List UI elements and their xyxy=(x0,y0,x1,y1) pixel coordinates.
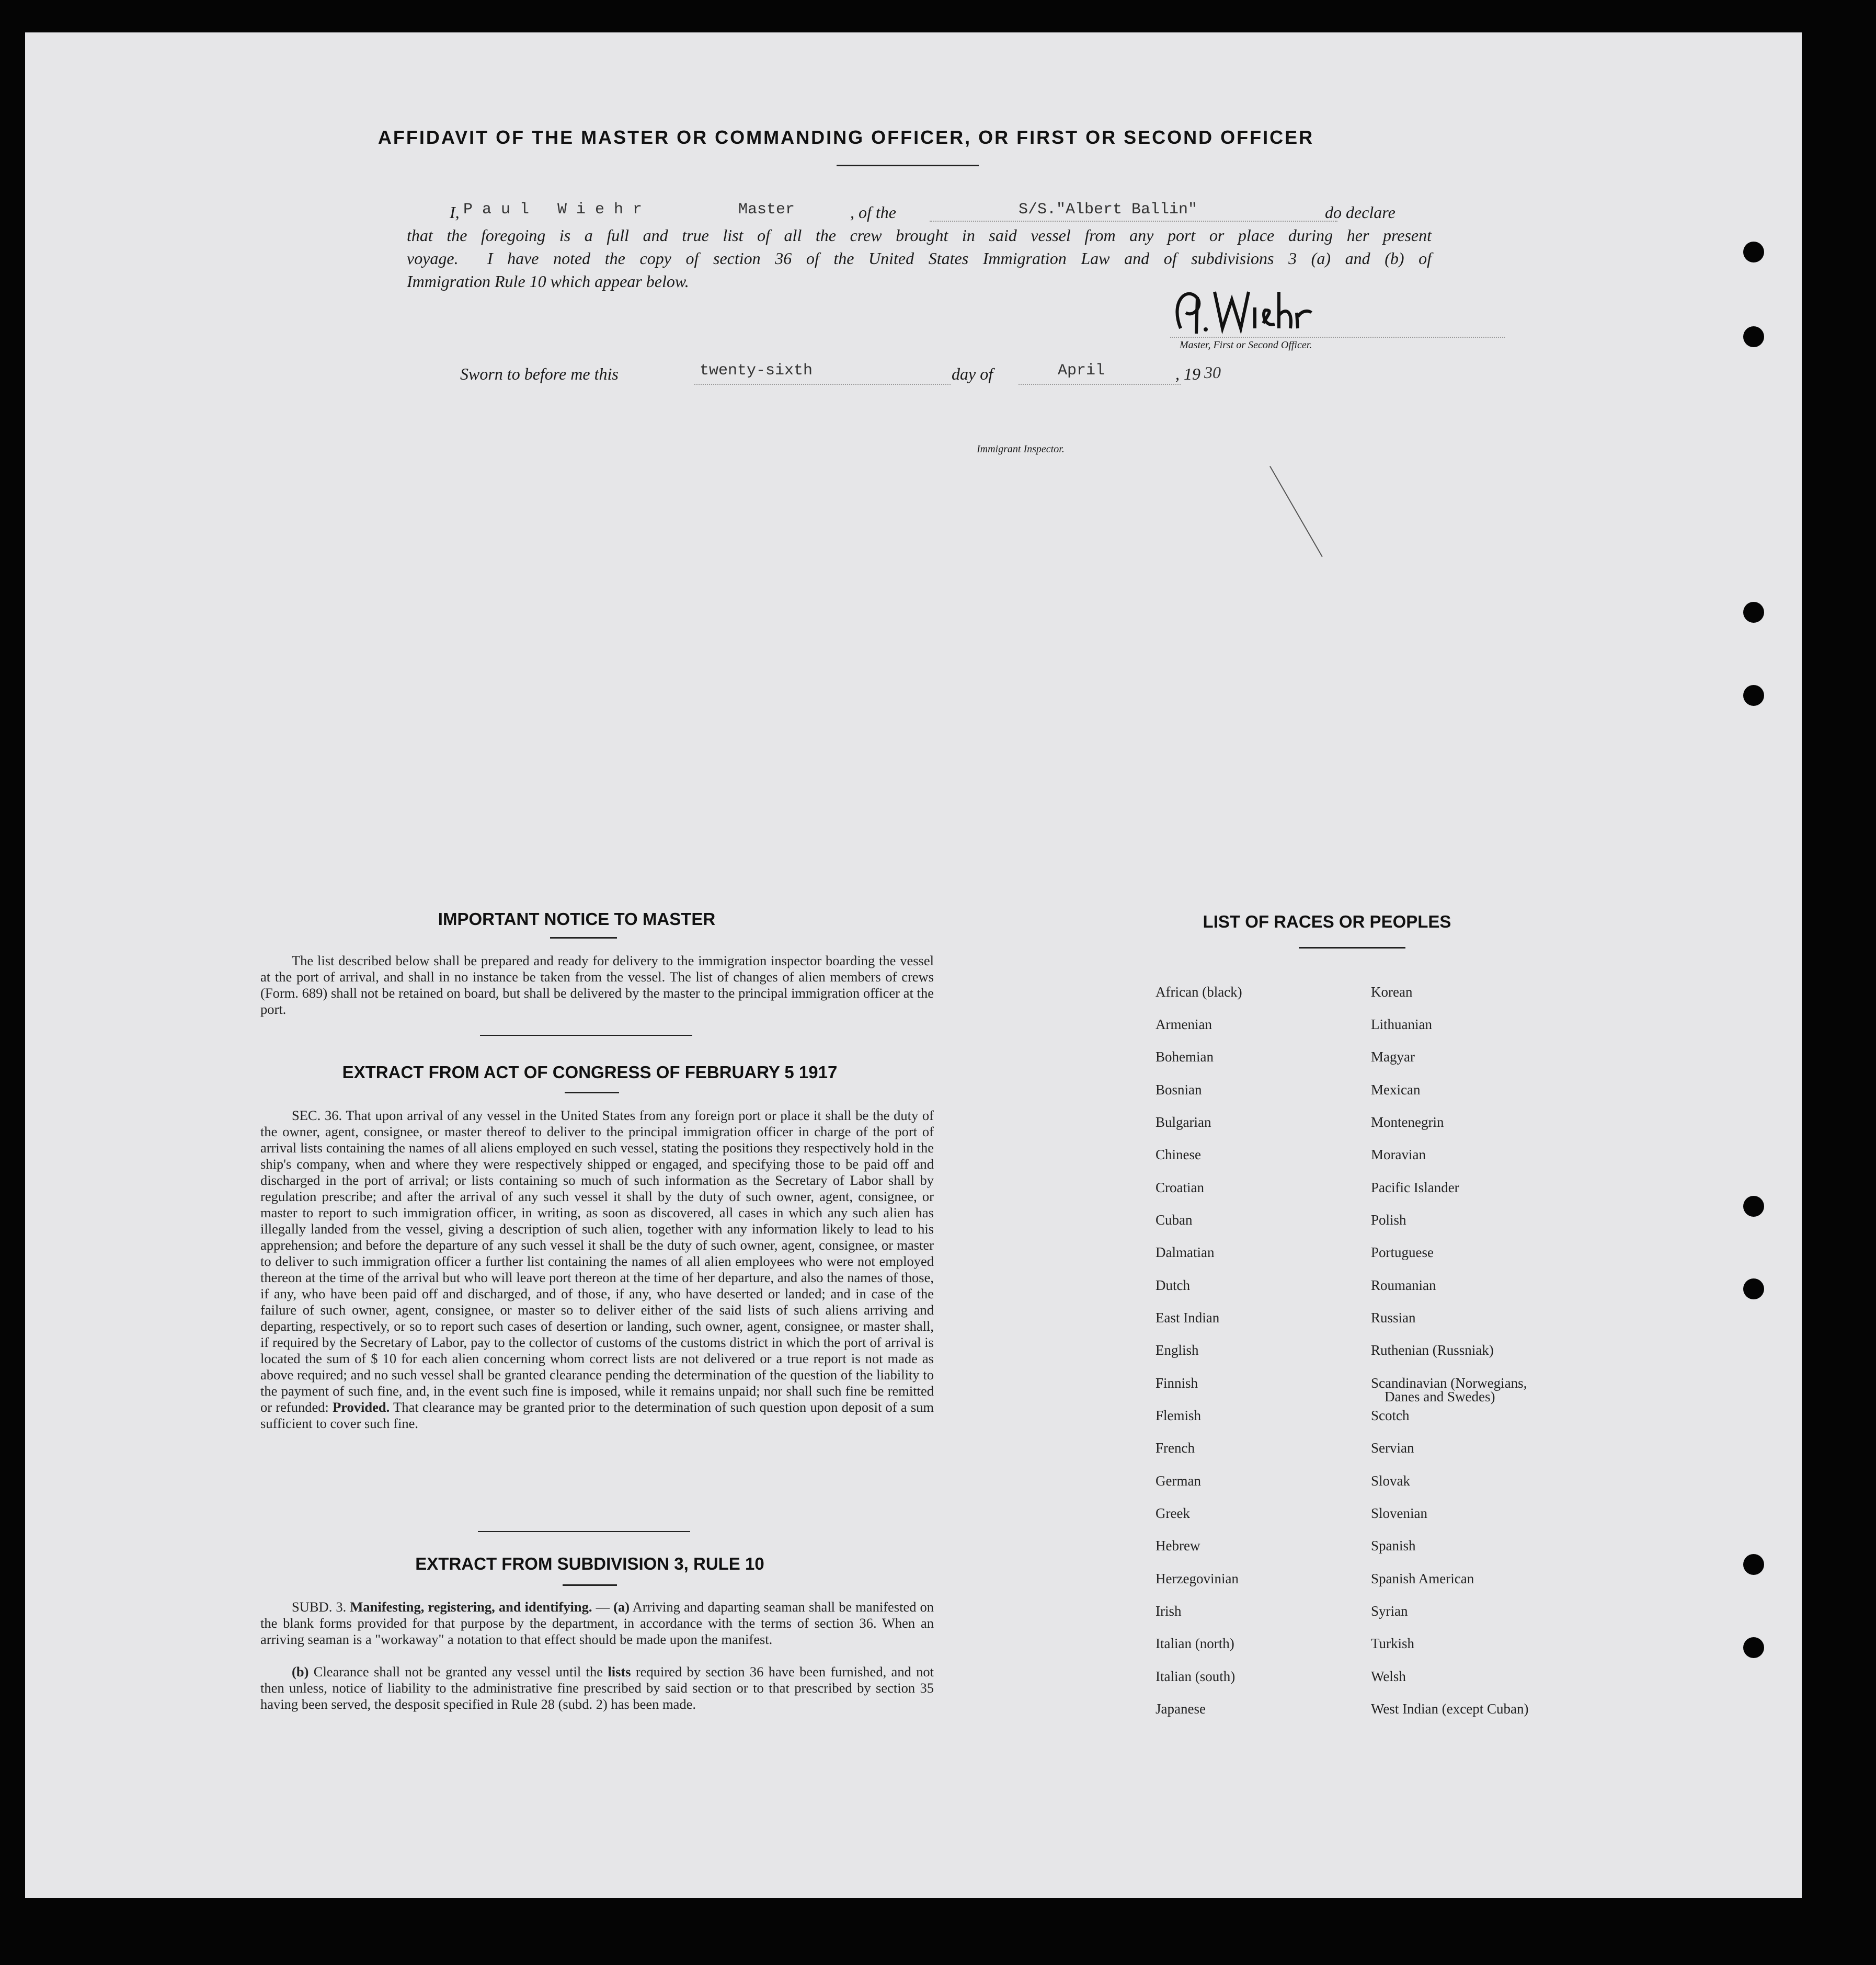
punch-hole xyxy=(1743,242,1764,262)
act-body xyxy=(260,1107,934,1432)
act-provided-label: Provided. xyxy=(333,1399,390,1415)
affidavit-prefix: I, xyxy=(450,203,460,222)
race-item: Scotch xyxy=(1371,1408,1410,1423)
race-item: Scandinavian (Norwegians, xyxy=(1371,1375,1527,1391)
master-rank: Master xyxy=(738,201,795,219)
race-item: Slovenian xyxy=(1371,1505,1427,1521)
race-item: Russian xyxy=(1371,1310,1416,1326)
subd-dash: — xyxy=(596,1599,610,1615)
subdivision-b xyxy=(260,1664,934,1712)
pencil-mark xyxy=(1269,466,1323,557)
race-item: West Indian (except Cuban) xyxy=(1371,1701,1529,1717)
subdivision-title: EXTRACT FROM SUBDIVISION 3, RULE 10 xyxy=(415,1554,764,1573)
day-of-text: day of xyxy=(952,364,993,383)
notice-body: The list described below shall be prepared and ready for delivery to the immigration inspector boarding the vessel at the port of arrival, and shall in no instance be taken from the vessel. The list of changes of alien members of crews (Form. 689) shall not be retained on board, but shall be delivered by the master to the principal immigration officer at the port. xyxy=(260,953,934,1017)
race-item: East Indian xyxy=(1156,1310,1220,1326)
act-separator xyxy=(478,1531,690,1532)
punch-hole xyxy=(1743,326,1764,347)
subd-b-label: (b) xyxy=(292,1664,309,1680)
subd-heading: Manifesting, registering, and identifying. xyxy=(350,1599,592,1615)
sworn-month-line xyxy=(1019,384,1181,385)
race-item: German xyxy=(1156,1473,1201,1489)
signature-caption: Master, First or Second Officer. xyxy=(1180,339,1312,351)
sworn-prefix: Sworn to before me this xyxy=(460,364,619,383)
race-item: Italian (south) xyxy=(1156,1669,1236,1684)
race-item: Montenegrin xyxy=(1371,1114,1444,1130)
race-item: Finnish xyxy=(1156,1375,1198,1391)
punch-hole xyxy=(1743,602,1764,623)
races-title: LIST OF RACES OR PEOPLES xyxy=(1203,912,1451,931)
race-item: French xyxy=(1156,1440,1195,1456)
race-item: Lithuanian xyxy=(1371,1016,1432,1032)
act-body-end: That clearance may be granted prior to the determination of such question upon deposit of a sum sufficient to cover such fine. xyxy=(260,1399,934,1431)
punch-hole xyxy=(1743,1278,1764,1299)
race-item: Chinese xyxy=(1156,1147,1201,1162)
punch-hole xyxy=(1743,1554,1764,1575)
punch-hole xyxy=(1743,1196,1764,1217)
race-item: Herzegovinian xyxy=(1156,1571,1239,1586)
race-item: Pacific Islander xyxy=(1371,1180,1459,1195)
subd-b-text-2: required by section 36 have been furnished, and not then unless, notice of liability to the administrative fine prescribed by said section or to that prescribed by section 35 having been served, the desposit specified in Rule 28 (subd. 2) has been made. xyxy=(260,1664,934,1712)
of-the-text: , of the xyxy=(850,203,896,222)
race-item: Cuban xyxy=(1156,1212,1193,1228)
race-item: Dalmatian xyxy=(1156,1244,1215,1260)
notice-title: IMPORTANT NOTICE TO MASTER xyxy=(438,909,716,929)
sworn-day-line xyxy=(694,384,951,385)
race-item: Polish xyxy=(1371,1212,1406,1228)
vessel-blank-line xyxy=(930,221,1337,222)
year-handwritten: 30 xyxy=(1204,363,1221,382)
race-item: English xyxy=(1156,1342,1199,1358)
race-item: Slovak xyxy=(1371,1473,1411,1489)
race-item: African (black) xyxy=(1156,984,1242,1000)
affidavit-line-2: that the foregoing is a full and true list of all the crew brought in said vessel from any port or place during her present xyxy=(407,226,1432,245)
punch-hole xyxy=(1743,1637,1764,1658)
subd-label: SUBD. 3. xyxy=(292,1599,347,1615)
act-title-rule xyxy=(565,1092,619,1093)
race-item: Bosnian xyxy=(1156,1082,1202,1098)
inspector-caption: Immigrant Inspector. xyxy=(977,443,1065,455)
subd-a-label: (a) xyxy=(613,1599,630,1615)
affidavit-line-4: Immigration Rule 10 which appear below. xyxy=(407,272,689,291)
subd-b-lists: lists xyxy=(608,1664,631,1680)
affidavit-line-3: voyage. I have noted the copy of section 36 of the United States Immigration Law and of subdivisions 3 (a) and (b) of xyxy=(407,249,1432,268)
race-item: Armenian xyxy=(1156,1016,1212,1032)
punch-hole xyxy=(1743,685,1764,706)
race-item: Roumanian xyxy=(1371,1277,1436,1293)
race-item: Moravian xyxy=(1371,1147,1426,1162)
subdivision-title-rule xyxy=(563,1584,617,1586)
race-item: Magyar xyxy=(1371,1049,1415,1065)
race-item: Croatian xyxy=(1156,1180,1204,1195)
race-item: Korean xyxy=(1371,984,1413,1000)
affidavit-title: AFFIDAVIT OF THE MASTER OR COMMANDING OFFICER, OR FIRST OR SECOND OFFICER xyxy=(378,127,1314,148)
notice-title-rule xyxy=(550,937,617,939)
race-item: Hebrew xyxy=(1156,1538,1200,1553)
race-item: Syrian xyxy=(1371,1603,1408,1619)
race-item: Mexican xyxy=(1371,1082,1421,1098)
act-title: EXTRACT FROM ACT OF CONGRESS OF FEBRUARY 5 1917 xyxy=(342,1063,838,1082)
races-title-rule xyxy=(1299,947,1405,949)
race-item: Spanish American xyxy=(1371,1571,1474,1586)
notice-separator xyxy=(480,1035,692,1036)
sworn-day: twenty-sixth xyxy=(700,362,813,380)
document-page xyxy=(25,32,1802,1898)
race-item: Dutch xyxy=(1156,1277,1190,1293)
sworn-month: April xyxy=(1058,362,1105,380)
master-signature xyxy=(1165,281,1332,339)
race-item: Bohemian xyxy=(1156,1049,1214,1065)
vessel-name: S/S."Albert Ballin" xyxy=(1019,201,1198,219)
race-item: Italian (north) xyxy=(1156,1636,1234,1651)
race-item: Ruthenian (Russniak) xyxy=(1371,1342,1494,1358)
race-item-continuation: Danes and Swedes) xyxy=(1385,1389,1495,1404)
race-item: Greek xyxy=(1156,1505,1190,1521)
race-item: Servian xyxy=(1371,1440,1414,1456)
signature-line xyxy=(1170,337,1505,338)
race-item: Japanese xyxy=(1156,1701,1206,1717)
subdivision-a xyxy=(260,1599,934,1648)
do-declare-text: do declare xyxy=(1325,203,1395,222)
race-item: Irish xyxy=(1156,1603,1182,1619)
act-body-main: SEC. 36. That upon arrival of any vessel in the United States from any foreign port or place it shall be the duty of the owner, agent, consignee, or master thereof to deliver to the principal immigration officer in charge of the port of arrival lists containing the names of all aliens employed en such vessel, stating the positions they respectively hold in the ship's company, when and where they were respectively shipped or engaged, and specifying those to be paid off and discharged in the port of arrival; or lists containing so much of such information as the Secretary of Labor shall by regulation prescribe; and after the arrival of any such vessel it shall by the duty of such owner, agent, consignee, or master to report to such immigration officer, in writing, as soon as discovered, all cases in which any such alien has illegally landed from the vessel, giving a description of such alien, together with any information likely to lead to his apprehension; and before the departure of any such vessel it shall be the duty of such owner, agent, consignee, or master to deliver to such immigration officer a further list containing the names of all alien employees who were not employed thereon at the time of the arrival but who will leave port thereon at the time of her departure, and also the names of those, if any, who have been paid off and discharged, and of those, if any, who have deserted or landed; and in case of the failure of such owner, agent, consignee, or master so to deliver either of the said lists of such aliens arriving and departing, respectively, or so to report such cases of desertion or landing, such owner, agent, consignee, or master shall, if required by the Secretary of Labor, pay to the collector of customs of the customs district in which the port of arrival is located the sum of $ 10 for each alien concerning whom correct lists are not delivered or a true report is not made as above required; and no such vessel shall be granted clearance pending the determination of the question of the liability to the payment of such fine, and, in the event such fine is imposed, while it remains unpaid; nor shall such fine be remitted or refunded: xyxy=(260,1107,934,1415)
year-prefix: , 19 xyxy=(1175,364,1200,383)
race-item: Portuguese xyxy=(1371,1244,1434,1260)
subd-a-text: Arriving and daparting seaman shall be manifested on the blank forms provided for that purpose by the department, in accordance with the terms of section 36. When an arriving seaman is a "workaway" a notation to that effect should be made upon the manifest. xyxy=(260,1599,934,1647)
master-name: P a u l W i e h r xyxy=(463,201,643,219)
race-item: Turkish xyxy=(1371,1636,1415,1651)
race-item: Flemish xyxy=(1156,1408,1202,1423)
race-item: Bulgarian xyxy=(1156,1114,1211,1130)
race-item: Welsh xyxy=(1371,1669,1406,1684)
subd-b-text-1: Clearance shall not be granted any vessel until the xyxy=(313,1664,603,1680)
race-item: Spanish xyxy=(1371,1538,1416,1553)
affidavit-title-rule xyxy=(837,165,979,166)
